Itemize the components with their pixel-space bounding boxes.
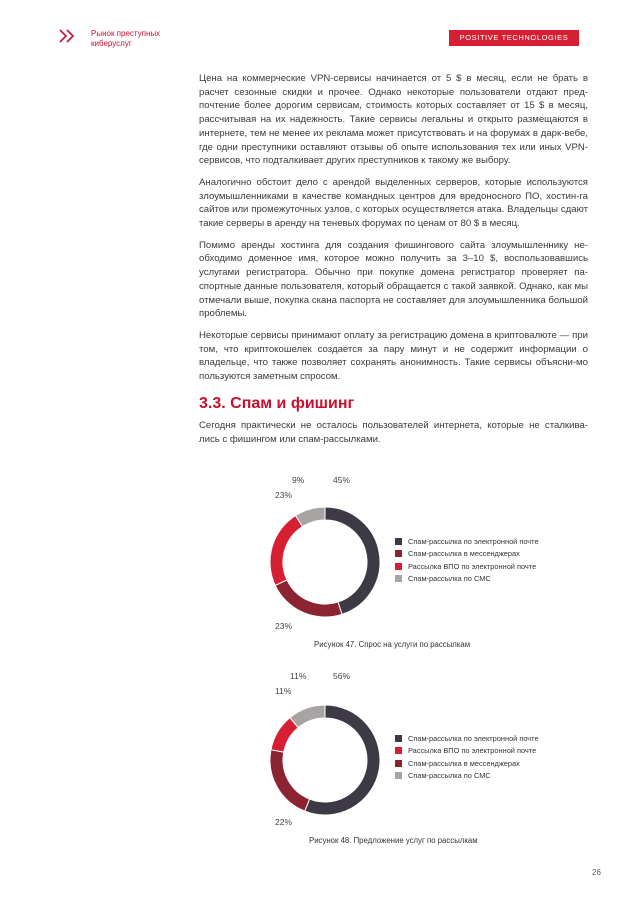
- donut-slice: [275, 580, 342, 617]
- legend-swatch: [395, 550, 402, 557]
- data-label-malware-email: 23%: [275, 490, 293, 500]
- legend-item: Спам-рассылка в мессенджерах: [395, 548, 539, 560]
- legend-swatch: [395, 735, 402, 742]
- paragraph: Некоторые сервисы принимают оплату за регистрацию домена в криптовалюте — при том, что криптокошелек создается за пару минут и не содержит информации о владельце, что также позволяет сохранять анонимность. Такие сервисы объясни-мо пользуются заметным спросом.: [199, 329, 588, 383]
- intro-paragraph: Сегодня практически не осталось пользователей интернета, которые не сталкива-лись с фишингом или спам-рассылками.: [199, 420, 588, 445]
- legend-swatch: [395, 760, 402, 767]
- figure-caption: Рисунок 48. Предложение услуг по рассылкам: [309, 836, 478, 845]
- legend-swatch: [395, 538, 402, 545]
- legend-item: Спам-рассылка по электронной почте: [395, 732, 539, 744]
- donut-slice: [325, 507, 380, 614]
- paragraph: Помимо аренды хостинга для создания фишингового сайта злоумышленнику не-обходимо доменное имя, которое можно получить за 3–10 $, воспользовавшись услугами регистратора. Обычно при покупке домена регистратор проверяет па-спортные данные пользователя, который обращается с такой заявкой. Однако, как мы отмечали выше, покупка скана паспорта не составляет для злоумышленника большой проблемы.: [199, 239, 588, 320]
- legend-item: Спам-рассылка по СМС: [395, 770, 539, 782]
- legend: [395, 732, 539, 782]
- legend: [395, 535, 539, 585]
- data-label-spam-email: 56%: [333, 671, 351, 681]
- data-label-spam-sms: 11%: [290, 671, 307, 681]
- body-text: [199, 72, 588, 392]
- donut-slice: [270, 750, 310, 811]
- donut-chart-47: [260, 497, 390, 627]
- data-label-spam-email: 45%: [333, 475, 351, 485]
- legend-swatch: [395, 747, 402, 754]
- section-label: Рынок преступных киберуслуг: [91, 29, 161, 48]
- data-label-spam-sms: 9%: [292, 475, 305, 485]
- legend-item: Рассылка ВПО по электронной почте: [395, 745, 539, 757]
- donut-chart-48: [260, 695, 390, 825]
- legend-swatch: [395, 575, 402, 582]
- paragraph: Цена на коммерческие VPN-сервисы начинается от 5 $ в месяц, если не брать в расчет сезонные скидки и прочее. Однако некоторые пользователи отдают пред-почтение более дорогим сервисам, стоимость которых составляет от 15 $ в месяц, рассчитывая на их надежность. Такие сервисы легальны и открыто размещаются в интернете, тем не менее их реклама может присутствовать и на форумах в дарк-вебе, где одни преступники оставляют отзывы об опыте использования тех или иных VPN-сервисов, что подталкивает других преступников к такому же выбору.: [199, 73, 588, 167]
- donut-slice: [305, 705, 380, 815]
- legend-swatch: [395, 563, 402, 570]
- figure-caption: Рисунок 47. Спрос на услуги по рассылкам: [314, 640, 471, 649]
- legend-swatch: [395, 772, 402, 779]
- donut-slice: [270, 516, 302, 586]
- data-label-spam-messenger: 22%: [275, 817, 293, 827]
- legend-item: Спам-рассылка по СМС: [395, 573, 539, 585]
- data-label-spam-messenger: 23%: [275, 621, 293, 631]
- brand-logo: POSITIVE TECHNOLOGIES: [449, 30, 579, 46]
- double-chevron-icon: [58, 28, 76, 44]
- section-heading: 3.3. Спам и фишинг: [199, 395, 355, 412]
- legend-item: Рассылка ВПО по электронной почте: [395, 560, 539, 572]
- legend-item: Спам-рассылка по электронной почте: [395, 535, 539, 547]
- paragraph: Аналогично обстоит дело с арендой выделенных серверов, которые используются злоумышленниками в качестве командных центров для вредоносного ПО, хостин-га сайтов или промежуточных узлов, с которых осуществляется атака. Владельцы сдают такие серверы в аренду на теневых форумах по ценам от 80 $ в месяц.: [199, 176, 588, 230]
- page-number: 26: [592, 868, 601, 877]
- legend-item: Спам-рассылка в мессенджерах: [395, 757, 539, 769]
- donut-slice: [290, 705, 325, 728]
- data-label-malware-email: 11%: [275, 686, 292, 696]
